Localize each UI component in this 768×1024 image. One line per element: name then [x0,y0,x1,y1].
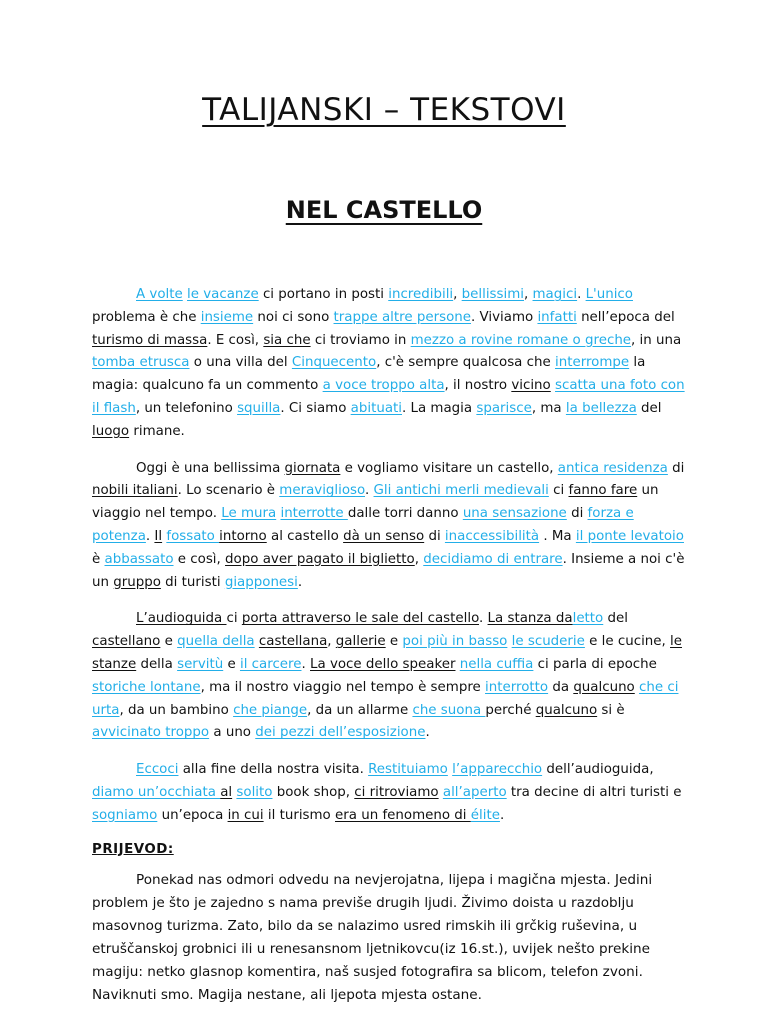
text-run: di [667,460,685,476]
highlighted-phrase: a voce troppo alta [322,378,445,394]
highlighted-phrase: quella della [177,634,255,650]
text-run: , [524,287,533,302]
highlighted-phrase: mezzo a rovine romane o greche [410,332,632,348]
text-run: . [577,287,586,302]
text-run: perché [485,702,536,718]
text-run: , ma il nostro viaggio nel tempo è sempre [200,679,486,695]
highlighted-phrase: la bellezza [565,400,637,416]
highlighted-phrase: meraviglioso [279,483,365,499]
highlighted-phrase: il ponte levatoio [575,528,684,544]
text-run: e [385,634,403,650]
highlighted-phrase: sogniamo [92,807,158,823]
highlighted-phrase: antica residenza [557,460,668,476]
highlighted-phrase: letto [572,611,604,627]
text-run: e le cucine, [584,634,671,650]
text-run: si è [597,702,625,718]
text-run: . [145,528,155,544]
highlighted-phrase: che suona [412,702,486,718]
text-run: . Viviamo [471,309,538,325]
text-run: . Insieme a noi c'è un [92,551,685,590]
highlighted-phrase: scatta una foto con il flash [92,378,685,416]
highlighted-phrase: magici [532,287,578,302]
text-run: ci [226,611,242,627]
underlined-phrase: le stanze [92,634,682,672]
highlighted-phrase: che ci urta [92,679,679,718]
text-run: . Ma [539,528,576,544]
underlined-phrase: porta attraverso le sale del castello [241,611,480,627]
underlined-phrase: turismo di massa [92,332,208,348]
underlined-phrase: L’audioguida [136,611,227,627]
text-run: e [223,656,240,672]
underlined-phrase: castellano [92,634,161,650]
highlighted-phrase: Cinquecento [291,355,377,371]
highlighted-phrase: storiche lontane [92,679,201,695]
text-run: . [425,725,430,741]
document-body [92,284,688,1021]
text-run: o una villa del [189,355,292,371]
highlighted-phrase: inaccessibilità [444,528,540,544]
highlighted-phrase: solito [236,784,273,800]
text-run: , un telefonino [135,400,238,416]
italian-paragraph-1 [92,284,688,444]
highlighted-phrase: abbassato [104,551,174,567]
text-run: , da un bambino [119,702,234,718]
highlighted-phrase: Gli antichi merli medievali [373,483,549,499]
text-run: di [566,506,588,522]
underlined-phrase: castellana [258,634,328,650]
highlighted-phrase: fossato [166,528,220,544]
highlighted-phrase: élite [470,807,500,823]
highlighted-phrase: insieme [200,309,254,325]
highlighted-phrase: trappe altre persone [333,309,471,325]
text-run: . Ci siamo [280,400,351,416]
text-run: dalle torri danno [347,506,463,522]
highlighted-phrase: tomba etrusca [92,355,190,371]
text-run: book shop, [272,784,355,800]
underlined-phrase: nobili italiani [92,483,178,499]
highlighted-phrase: all’aperto [442,784,507,800]
underlined-phrase: La voce dello speaker [310,656,456,672]
text-run: noi ci sono [253,309,334,325]
text-run: rimane. [129,423,185,439]
highlighted-phrase: Eccoci [136,762,179,778]
text-run: ci [548,483,569,499]
highlighted-phrase: l’apparecchio [452,762,543,778]
underlined-phrase: al [220,784,233,800]
underlined-phrase: gallerie [335,634,386,650]
highlighted-phrase: A volte [136,287,183,302]
text-run: , [414,551,424,567]
text-run: di [424,528,445,544]
highlighted-phrase: incredibili [388,287,454,302]
text-run: . E così, [207,332,264,348]
underlined-phrase: Il [154,528,163,544]
underlined-phrase: intorno [219,528,267,544]
text-run: , [453,287,462,302]
highlighted-phrase: servitù [177,656,224,672]
highlighted-phrase: che piange [233,702,308,718]
highlighted-phrase: nella cuffia [459,656,534,672]
text-run: del [603,611,628,627]
text-run: . [479,611,488,627]
underlined-phrase: giornata [284,460,341,476]
text-run: , ma [531,400,566,416]
text-run: dell’audioguida, [542,762,654,778]
text-run: e [160,634,178,650]
text-run: , c'è sempre qualcosa che [376,355,555,371]
underlined-phrase: qualcuno [535,702,598,718]
text-run: della [136,656,178,672]
underlined-phrase: qualcuno [573,679,635,695]
highlighted-phrase: interrotte [280,506,348,522]
underlined-phrase: luogo [92,423,130,439]
underlined-phrase: era un fenomeno di [335,807,471,823]
highlighted-phrase: avvicinato troppo [92,725,210,741]
text-run: , [327,634,336,650]
highlighted-phrase: poi più in basso [402,634,508,650]
text-run: tra decine di altri turisti e [506,784,682,800]
text-run: da [548,679,574,695]
underlined-phrase: La stanza da [487,611,573,627]
text-run: , il nostro [444,378,512,394]
highlighted-phrase: infatti [537,309,577,325]
highlighted-phrase: diamo un’occhiata [92,784,221,800]
text-run: un’epoca [157,807,228,823]
underlined-phrase: dà un senso [343,528,425,544]
text-run: un viaggio nel tempo. [92,483,659,522]
highlighted-phrase: dei pezzi dell’esposizione [255,725,426,741]
text-run: . [365,483,374,499]
text-run: . [297,574,303,590]
text-run: alla fine della nostra visita. [178,762,369,778]
underlined-phrase: ci ritroviamo [354,784,439,800]
text-run: e vogliamo visitare un castello, [340,460,558,476]
underlined-phrase: gruppo [113,574,161,590]
highlighted-phrase: una sensazione [462,506,567,522]
highlighted-phrase: squilla [237,400,281,416]
translation-heading: PRIJEVOD: [92,841,174,857]
highlighted-phrase: L'unico [585,287,633,302]
text-run: è [92,551,105,567]
highlighted-phrase: bellissimi [461,287,524,302]
text-run: la magia: qualcuno fa un commento [92,355,646,394]
text-run: del [636,400,662,416]
italian-paragraph-3 [92,608,688,745]
text-run: ci parla di epoche [533,656,657,672]
underlined-phrase: in cui [227,807,264,823]
translation-section [92,869,688,1007]
highlighted-phrase: Le mura [221,506,277,522]
italian-paragraph-2 [92,458,688,595]
document-subtitle: NEL CASTELLO [285,196,483,224]
text-run: . [301,656,311,672]
highlighted-phrase: giapponesi [224,574,298,590]
italian-paragraph-4 [92,759,688,827]
text-run: problema è che [92,309,201,325]
text-run: ci portano in posti [258,287,389,302]
text-run: di turisti [160,574,225,590]
text-run: ci troviamo in [310,332,411,348]
text-run: , da un allarme [307,702,413,718]
underlined-phrase: dopo aver pagato il biglietto [225,551,415,567]
document-title: TALIJANSKI – TEKSTOVI [202,92,566,128]
text-run: . La magia [402,400,477,416]
highlighted-phrase: le vacanze [187,287,259,302]
highlighted-phrase: sparisce [476,400,532,416]
text-run: . Lo scenario è [177,483,280,499]
highlighted-phrase: Restituiamo [368,762,448,778]
highlighted-phrase: abituati [350,400,402,416]
text-run: . [499,807,505,823]
translation-paragraph: Ponekad nas odmori odvedu na nevjerojatna, lijepa i magična mjesta. Jedini problem je što je zajedno s nama previše drugih ljudi. Živimo doista u razdoblju masovnog turizma. Zato, bilo da se nalazimo usred rimskih ili grčkig ruševina, u etruščanskoj grobnici ili u renesansnom ljetnikovcu(iz 16.st.), uvijek nešto prekine magiju: netko glasnop komentira, naš susjed fotografira sa blicom, telefon zvoni. Naviknuti smo. Magija nestane, ali ljepota mjesta ostane. [92,871,653,1003]
highlighted-phrase: il carcere [239,656,302,672]
text-run: e così, [173,551,226,567]
highlighted-phrase: interrompe [555,355,630,371]
text-run: il turismo [263,807,336,823]
highlighted-phrase: interrotto [485,679,549,695]
highlighted-phrase: le scuderie [511,634,585,650]
underlined-phrase: fanno fare [568,483,638,499]
highlighted-phrase: forza e potenza [92,506,634,544]
text-run: Oggi è una bellissima [136,460,285,476]
underlined-phrase: vicino [511,378,551,394]
underlined-phrase: sia che [263,332,311,348]
highlighted-phrase: decidiamo di entrare [423,551,563,567]
text-run: nell’epoca del [576,309,675,325]
text-run: al castello [266,528,344,544]
text-run: a uno [209,725,256,741]
text-run: , in una [631,332,682,348]
